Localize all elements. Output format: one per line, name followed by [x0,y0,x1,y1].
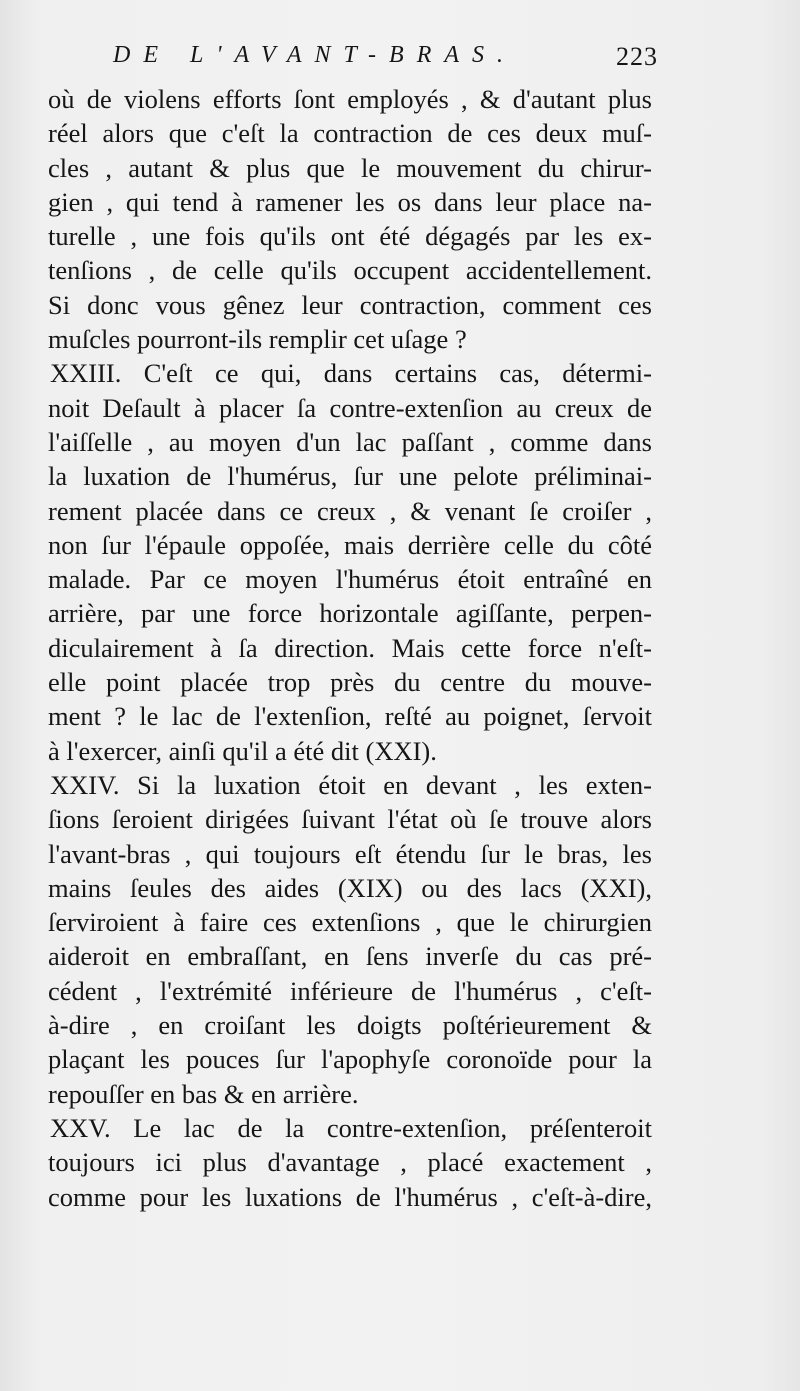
text-line: gien , qui tend à ramener les os dans leur place na- [48,186,652,217]
text-line: XXIII. C'eſt ce qui, dans certains cas, détermi- [50,358,652,389]
text-line: toujours ici plus d'avantage , placé exactement , [48,1147,652,1178]
text-line: ſerviroient à faire ces extenſions , que le chirurgien [48,907,652,938]
text-line: plaçant les pouces ſur l'apophyſe coronoïde pour la [48,1044,652,1075]
text-line: rement placée dans ce creux , & venant ſe croiſer , [48,495,652,526]
page-number: 223 [616,42,658,71]
text-line: comme pour les luxations de l'humérus , c'eſt-à-dire, [48,1181,652,1212]
text-line: cles , autant & plus que le mouvement du chirur- [48,152,652,183]
text-line: diculairement à ſa direction. Mais cette force n'eſt- [48,632,652,663]
text-line: la luxation de l'humérus, ſur une pelote préliminai- [48,461,652,492]
text-line: XXIV. Si la luxation étoit en devant , les exten- [50,769,652,800]
text-line: turelle , une fois qu'ils ont été dégagés par les ex- [48,221,652,252]
text-line: à l'exercer, ainſi qu'il a été dit (XXI). [48,735,437,766]
text-line: Si donc vous gênez leur contraction, comment ces [48,289,652,320]
text-line: muſcles pourront-ils remplir cet uſage ? [48,324,467,355]
text-line: malade. Par ce moyen l'humérus étoit entraîné en [48,564,652,595]
text-line: cédent , l'extrémité inférieure de l'humérus , c'eſt- [48,975,652,1006]
text-line: repouſſer en bas & en arrière. [48,1078,359,1109]
running-head: DE L'AVANT-BRAS. [113,42,517,68]
text-line: l'avant-bras , qui toujours eſt étendu ſur le bras, les [48,838,652,869]
text-line: ſions ſeroient dirigées ſuivant l'état où ſe trouve alors [48,804,652,835]
text-line: elle point placée trop près du centre du mouve- [48,667,652,698]
text-line: tenſions , de celle qu'ils occupent accidentellement. [48,255,652,286]
text-line: mains ſeules des aides (XIX) ou des lacs (XXI), [48,872,652,903]
text-line: réel alors que c'eſt la contraction de ces deux muſ- [48,118,652,149]
text-line: aideroit en embraſſant, en ſens inverſe du cas pré- [48,941,652,972]
text-line: arrière, par une force horizontale agiſſante, perpen- [48,598,652,629]
text-line: XXV. Le lac de la contre-extenſion, préſenteroit [50,1112,652,1143]
page-header [48,38,658,78]
text-line: noit Deſault à placer ſa contre-extenſion au creux de [48,392,652,423]
text-line: ment ? le lac de l'extenſion, reſté au poignet, ſervoit [48,701,652,732]
text-line: l'aiſſelle , au moyen d'un lac paſſant , comme dans [48,426,652,457]
text-line: où de violens efforts ſont employés , & d'autant plus [48,84,652,114]
text-line: à-dire , en croiſant les doigts poſtérieurement & [48,1010,652,1041]
text-line: non ſur l'épaule oppoſée, mais derrière celle du côté [48,529,652,560]
body-text [48,82,652,1214]
